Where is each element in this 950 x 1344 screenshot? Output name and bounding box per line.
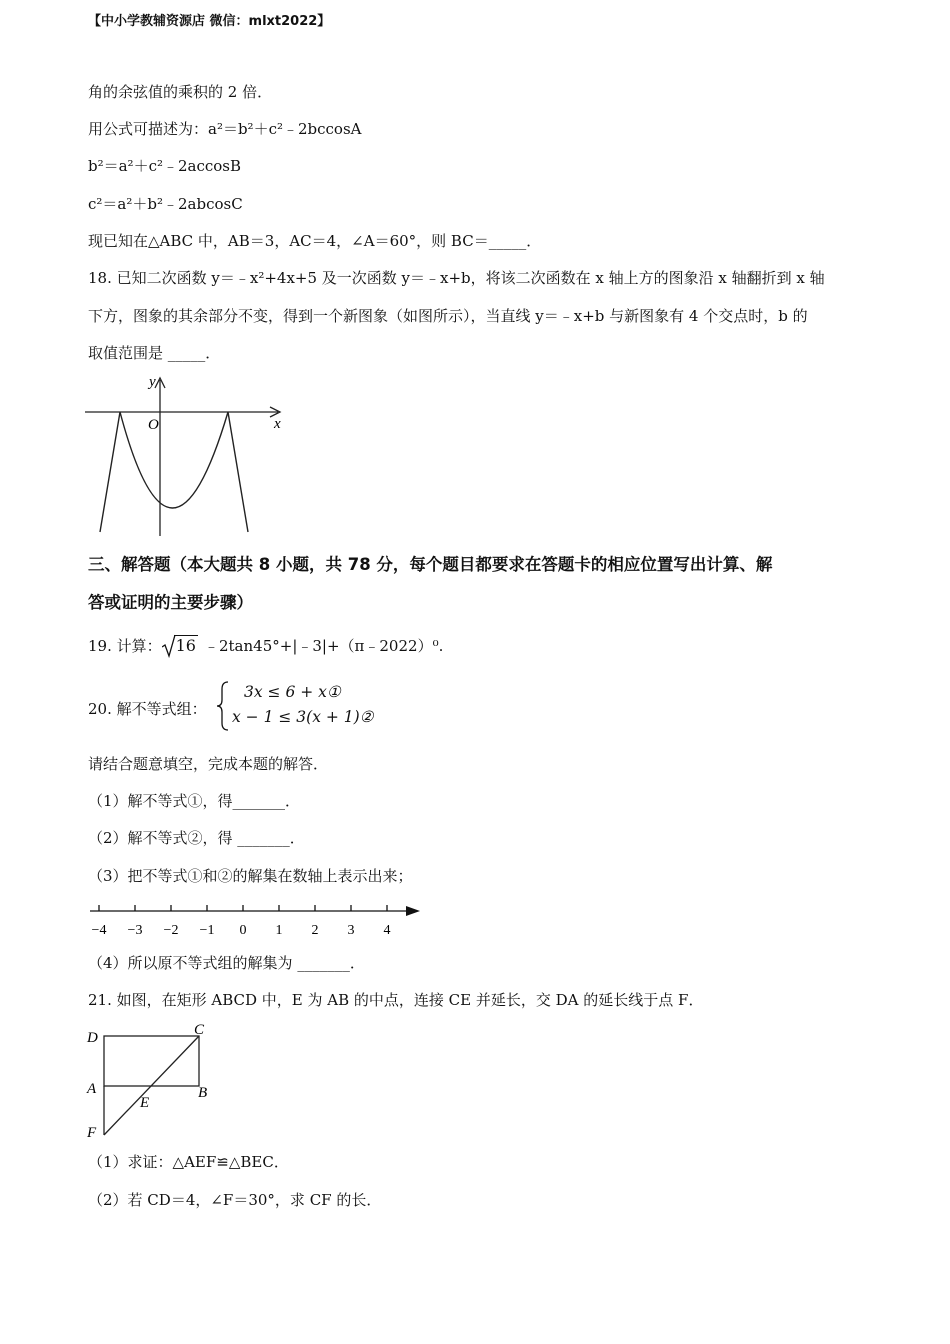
label-a: A [87,1081,97,1097]
sqrt-symbol [162,636,198,656]
inequality-1: 3x ≤ 6 + x① [244,683,341,701]
q17-line-2: 用公式可描述为：a²＝b²＋c²﹣2bccosA [88,120,362,138]
number-line-tick-label: −1 [199,923,215,938]
label-f: F [87,1125,97,1141]
page-header: 【中小学教辅资源店 微信：mlxt2022】 [88,14,331,29]
number-line-tick-label: −3 [127,923,143,938]
inequality-2: x − 1 ≤ 3(x + 1)② [232,708,374,726]
number-line-tick-label: 2 [311,923,319,938]
number-line [80,898,430,940]
q18-line-2: 下方，图象的其余部分不变，得到一个新图象（如图所示），当直线 y＝﹣x+b 与新图象有 4 个交点时，b 的 [88,307,808,325]
origin-label: O [148,417,159,433]
q17-line-1: 角的余弦值的乘积的 2 倍． [88,83,273,101]
q19-radicand: 16 [175,636,196,655]
number-line-tick-label: −2 [163,923,179,938]
q20-step-3: （3）把不等式①和②的解集在数轴上表示出来； [88,867,413,885]
number-line-arrow-icon [406,906,420,916]
q21-rectangle-diagram [82,1018,222,1142]
inequality-system [232,680,374,730]
y-axis-label: y [149,374,156,390]
q17-line-5: 现已知在△ABC 中，AB＝3，AC＝4，∠A＝60°，则 BC＝_____． [88,232,542,250]
q17-line-4: c²＝a²＋b²﹣2abcosC [88,195,243,213]
q19-line [88,636,443,656]
radical-sign-icon [162,634,176,658]
number-line-tick-label: 4 [383,923,391,938]
q20-step-1: （1）解不等式①，得_______． [88,792,301,810]
q20-step-4: （4）所以原不等式组的解集为 _______． [88,954,365,972]
q21-part-2: （2）若 CD＝4，∠F＝30°，求 CF 的长． [88,1191,382,1209]
q19-prefix: 19. 计算： [88,637,162,655]
left-brace-icon [216,680,230,732]
number-line-tick-label: 3 [347,923,355,938]
section-3-title-line-1: 三、解答题（本大题共 8 小题，共 78 分，每个题目都要求在答题卡的相应位置写出计算、解 [88,555,773,574]
label-c: C [194,1022,205,1038]
q17-line-3: b²＝a²＋c²﹣2accosB [88,157,242,175]
q20-prefix: 20. 解不等式组： [88,700,207,718]
q18-line-3: 取值范围是 _____． [88,344,221,362]
q18-graph [82,372,292,538]
label-d: D [87,1030,98,1046]
q21-line-1: 21. 如图，在矩形 ABCD 中，E 为 AB 的中点，连接 CE 并延长，交 DA 的延长线于点 F． [88,991,704,1009]
x-axis-label: x [274,416,281,432]
section-3-title-line-2: 答或证明的主要步骤） [88,593,253,612]
q18-line-1: 18. 已知二次函数 y＝﹣x²+4x+5 及一次函数 y＝﹣x+b，将该二次函数在 x 轴上方的图象沿 x 轴翻折到 x 轴 [88,269,825,287]
label-b: B [198,1085,208,1101]
number-line-tick-label: 1 [275,923,283,938]
label-e: E [140,1095,150,1111]
number-line-tick-label: 0 [239,923,247,938]
q20-step-2: （2）解不等式②，得 _______． [88,829,305,847]
q21-part-1: （1）求证：△AEF≌△BEC． [88,1153,289,1171]
number-line-tick-label: −4 [91,923,107,938]
q20-intro: 请结合题意填空，完成本题的解答． [88,755,329,773]
q19-rest: ﹣2tan45°+|﹣3|+（π﹣2022）⁰. [203,637,444,655]
